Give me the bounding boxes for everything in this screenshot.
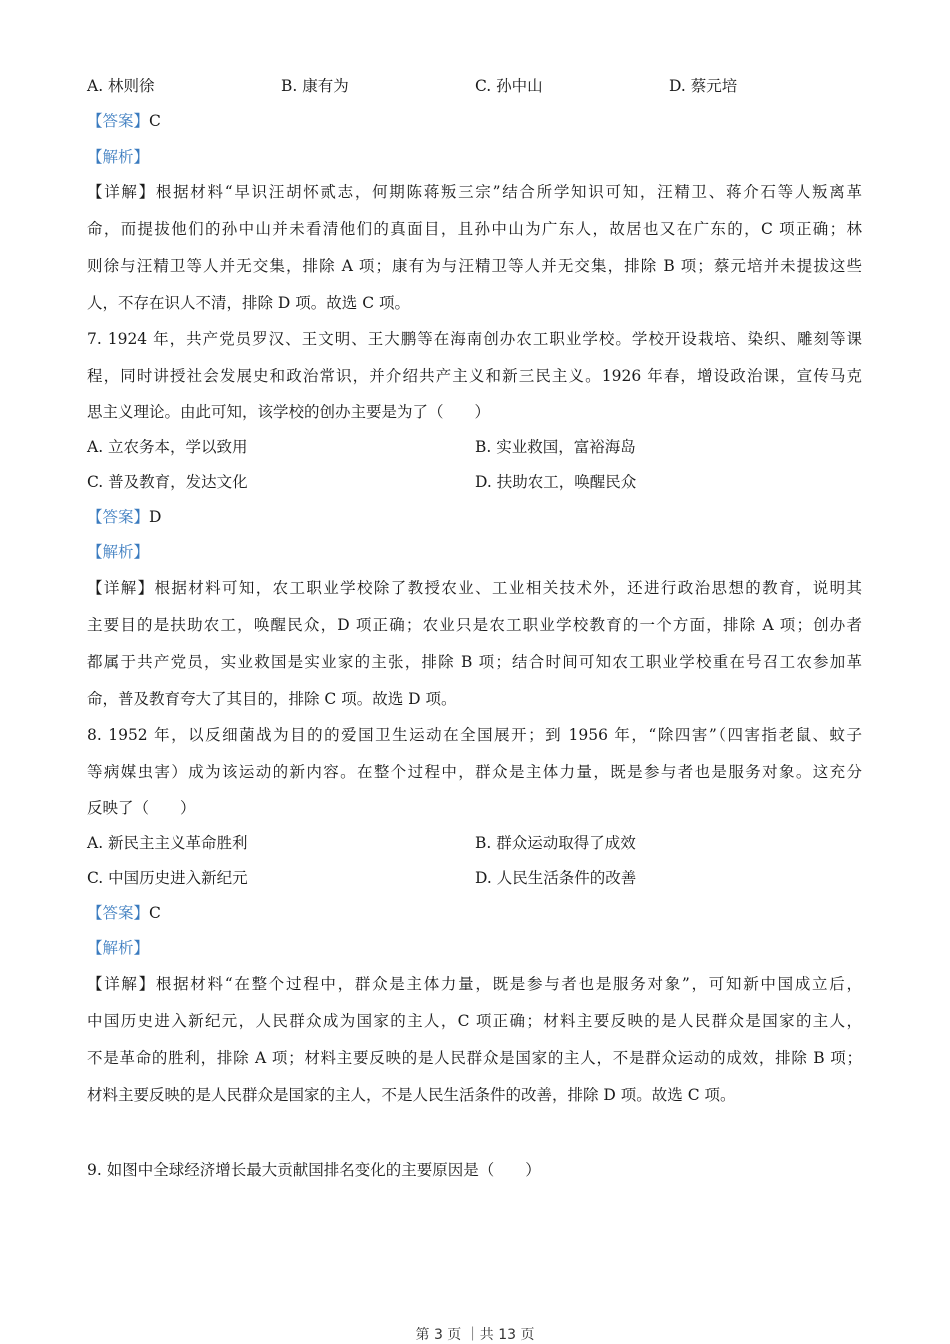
q9-stem: 9. 如图中全球经济增长最大贡献国排名变化的主要原因是（ ） [87,1161,541,1179]
q7-option-a: A. 立农务本，学以致用 [87,438,248,456]
q7-stem-line-2: 程，同时讲授社会发展史和政治常识，并介绍共产主义和新三民主义。1926 年春，增设政治课，宣传马克 [87,367,862,385]
answer-value: C [149,904,161,922]
q7-stem-line-1: 7. 1924 年，共产党员罗汉、王文明、王大鹏等在海南创办农工职业学校。学校开设栽培、染织、雕刻等课 [87,330,862,348]
answer-value: C [149,112,161,130]
q6-answer [87,111,161,131]
q8-option-b: B. 群众运动取得了成效 [475,834,636,852]
q8-option-a: A. 新民主主义革命胜利 [87,834,248,852]
q7-analysis-label: 【解析】 [87,543,150,561]
q8-detail-line-1: 【详解】根据材料“在整个过程中，群众是主体力量，既是参与者也是服务对象”，可知新中国成立后， [87,975,862,993]
q8-option-c: C. 中国历史进入新纪元 [87,869,248,887]
answer-label: 【答案】 [87,904,150,922]
q6-option-b: B. 康有为 [281,77,349,95]
q6-option-c: C. 孙中山 [475,77,543,95]
q8-stem-line-2: 等病媒虫害）成为该运动的新内容。在整个过程中，群众是主体力量，既是参与者也是服务对象。这充分 [87,763,862,781]
q8-stem-line-1: 8. 1952 年，以反细菌战为目的的爱国卫生运动在全国展开；到 1956 年，“除四害”（四害指老鼠、蚊子 [87,726,862,744]
q6-detail-line-2: 命，而提拔他们的孙中山并未看清他们的真面目，且孙中山为广东人，故居也又在广东的，C 项正确；林 [87,220,862,238]
q8-option-d: D. 人民生活条件的改善 [475,869,637,887]
q7-detail-line-1: 【详解】根据材料可知，农工职业学校除了教授农业、工业相关技术外，还进行政治思想的教育，说明其 [87,579,862,597]
q7-detail-line-4: 命，普及教育夸大了其目的，排除 C 项。故选 D 项。 [87,690,457,708]
q6-detail-line-4: 人，不存在识人不清，排除 D 项。故选 C 项。 [87,294,410,312]
answer-label: 【答案】 [87,112,150,130]
q6-detail-line-1: 【详解】根据材料“早识汪胡怀贰志，何期陈蒋叛三宗”结合所学知识可知，汪精卫、蒋介石等人叛离革 [87,183,862,201]
q6-analysis-label: 【解析】 [87,148,150,166]
q8-analysis-label: 【解析】 [87,939,150,957]
q7-stem-line-3: 思主义理论。由此可知，该学校的创办主要是为了（ ） [87,403,491,421]
detail-label: 【详解】 [87,975,156,993]
q6-detail-line-3: 则徐与汪精卫等人并无交集，排除 A 项；康有为与汪精卫等人并无交集，排除 B 项；蔡元培并未提拔这些 [87,257,862,275]
detail-label: 【详解】 [87,579,155,597]
q8-stem-line-3: 反映了（ ） [87,799,196,817]
q8-detail-line-4: 材料主要反映的是人民群众是国家的主人，不是人民生活条件的改善，排除 D 项。故选 C 项。 [87,1086,736,1104]
q7-option-c: C. 普及教育，发达文化 [87,473,248,491]
q6-option-d: D. 蔡元培 [669,77,738,95]
q6-option-a: A. 林则徐 [87,77,155,95]
q8-detail-line-3: 不是革命的胜利，排除 A 项；材料主要反映的是人民群众是国家的主人，不是群众运动的成效，排除 B 项； [87,1049,862,1067]
answer-label: 【答案】 [87,508,150,526]
q7-option-d: D. 扶助农工，唤醒民众 [475,473,637,491]
detail-label: 【详解】 [87,183,156,201]
q8-answer [87,903,161,923]
page-footer: 第 3 页 ｜共 13 页 [415,1327,535,1343]
answer-value: D [149,508,162,526]
q7-detail-line-2: 主要目的是扶助农工，唤醒民众，D 项正确；农业只是农工职业学校教育的一个方面，排除 A 项；创办者 [87,616,862,634]
q7-option-b: B. 实业救国，富裕海岛 [475,438,636,456]
q7-answer [87,507,161,527]
q8-detail-line-2: 中国历史进入新纪元，人民群众成为国家的主人，C 项正确；材料主要反映的是人民群众是国家的主人， [87,1012,862,1030]
q7-detail-line-3: 都属于共产党员，实业救国是实业家的主张，排除 B 项；结合时间可知农工职业学校重在号召工农参加革 [87,653,862,671]
